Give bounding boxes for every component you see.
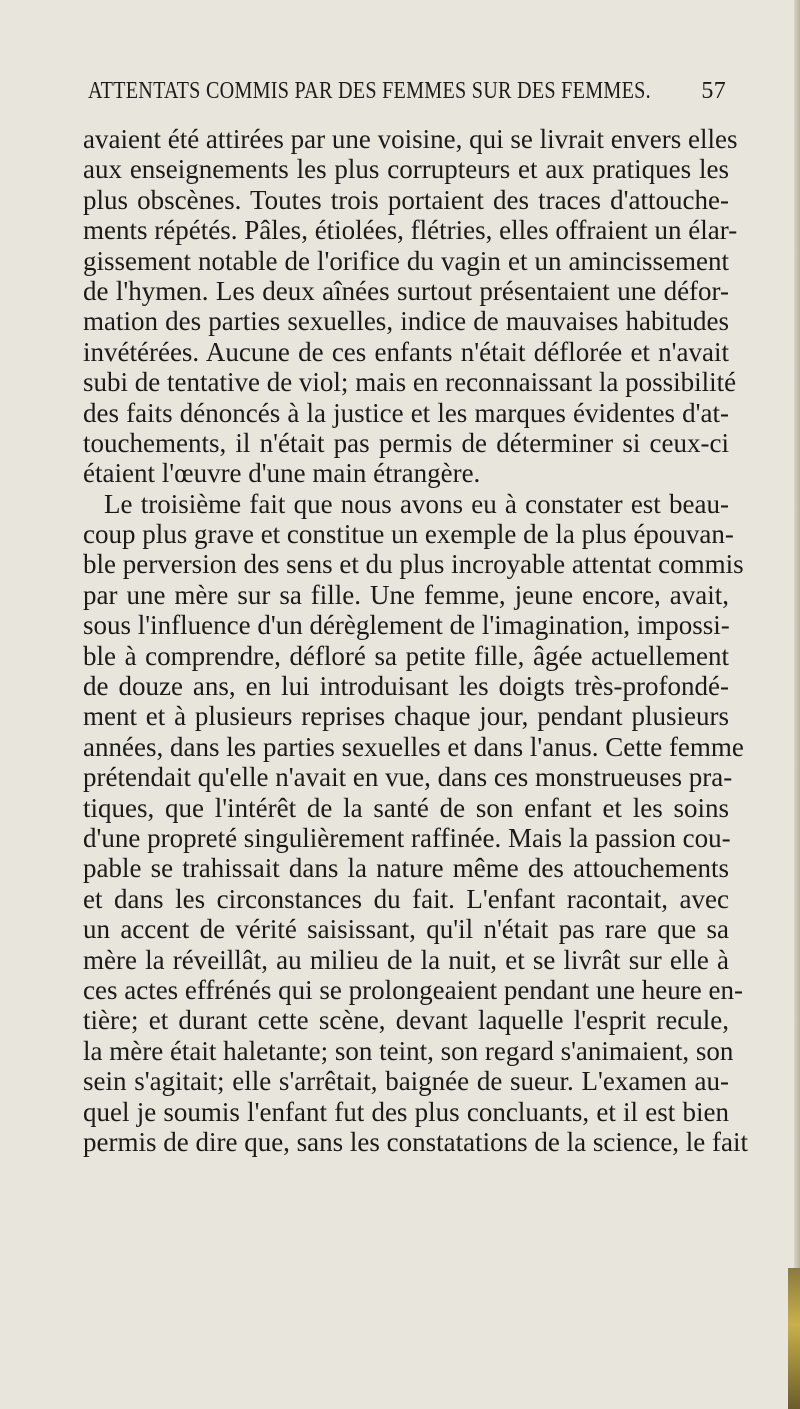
text-line: étaient l'œuvre d'une main étrangère. xyxy=(83,458,481,489)
text-line: ces actes effrénés qui se prolongeaient pendant une heure en- xyxy=(83,974,743,1005)
text-line: coup plus grave et constitue un exemple de la plus épouvan- xyxy=(83,519,734,550)
page-number: 57 xyxy=(701,78,726,104)
text-line: plus obscènes. Toutes trois portaient des traces d'attouche- xyxy=(83,184,729,215)
text-line: mère la réveillât, au milieu de la nuit, et se livrât sur elle à xyxy=(83,944,729,975)
page-edge-mark xyxy=(788,1268,800,1409)
text-line: ble perversion des sens et du plus incroyable attentat commis xyxy=(83,549,744,580)
text-line: des faits dénoncés à la justice et les marques évidentes d'at- xyxy=(83,397,729,428)
text-line: Le troisième fait que nous avons eu à constater est beau- xyxy=(104,488,729,519)
text-line: aux enseignements les plus corrupteurs et aux pratiques les xyxy=(83,154,729,185)
body-text xyxy=(83,124,749,1157)
text-line: tiques, que l'intérêt de la santé de son enfant et les soins xyxy=(83,792,729,823)
text-line: la mère était haletante; son teint, son regard s'animaient, son xyxy=(83,1035,734,1066)
text-line: années, dans les parties sexuelles et dans l'anus. Cette femme xyxy=(83,731,744,762)
text-line: prétendait qu'elle n'avait en vue, dans ces monstrueuses pra- xyxy=(83,762,733,793)
text-line: sous l'influence d'un dérèglement de l'imagination, impossi- xyxy=(83,610,730,641)
text-line: un accent de vérité saisissant, qu'il n'était pas rare que sa xyxy=(83,914,729,945)
text-line: quel je soumis l'enfant fut des plus concluants, et il est bien xyxy=(83,1096,729,1127)
page-header xyxy=(88,78,726,114)
text-line: mation des parties sexuelles, indice de mauvaises habitudes xyxy=(83,306,729,337)
text-line: ment et à plusieurs reprises chaque jour, pendant plusieurs xyxy=(83,701,729,732)
text-line: ble à comprendre, défloré sa petite fille, âgée actuellement xyxy=(83,640,729,671)
text-line: par une mère sur sa fille. Une femme, jeune encore, avait, xyxy=(83,579,729,610)
text-line: sein s'agitait; elle s'arrêtait, baignée de sueur. L'examen au- xyxy=(83,1066,729,1097)
text-line: ments répétés. Pâles, étiolées, flétries, elles offraient un élar- xyxy=(83,215,738,246)
text-line: et dans les circonstances du fait. L'enfant racontait, avec xyxy=(83,883,729,914)
text-line: gissement notable de l'orifice du vagin et un amincissement xyxy=(83,245,729,276)
text-line: permis de dire que, sans les constatations de la science, le fait xyxy=(83,1126,749,1157)
page-edge xyxy=(794,0,800,1409)
text-line: tière; et durant cette scène, devant laquelle l'esprit recule, xyxy=(83,1005,729,1036)
text-line: pable se trahissait dans la nature même des attouchements xyxy=(83,853,729,884)
text-line: touchements, il n'était pas permis de déterminer si ceux-ci xyxy=(83,427,729,458)
running-head: ATTENTATS COMMIS PAR DES FEMMES SUR DES FEMMES. xyxy=(88,78,651,104)
text-line: subi de tentative de viol; mais en reconnaissant la possibilité xyxy=(83,367,737,398)
text-line: de douze ans, en lui introduisant les doigts très-profondé- xyxy=(83,671,729,702)
text-line: d'une propreté singulièrement raffinée. Mais la passion cou- xyxy=(83,822,731,853)
text-line: de l'hymen. Les deux aînées surtout présentaient une défor- xyxy=(83,275,729,306)
text-line: avaient été attirées par une voisine, qui se livrait envers elles xyxy=(83,124,738,154)
text-line: invétérées. Aucune de ces enfants n'était déflorée et n'avait xyxy=(83,336,729,367)
